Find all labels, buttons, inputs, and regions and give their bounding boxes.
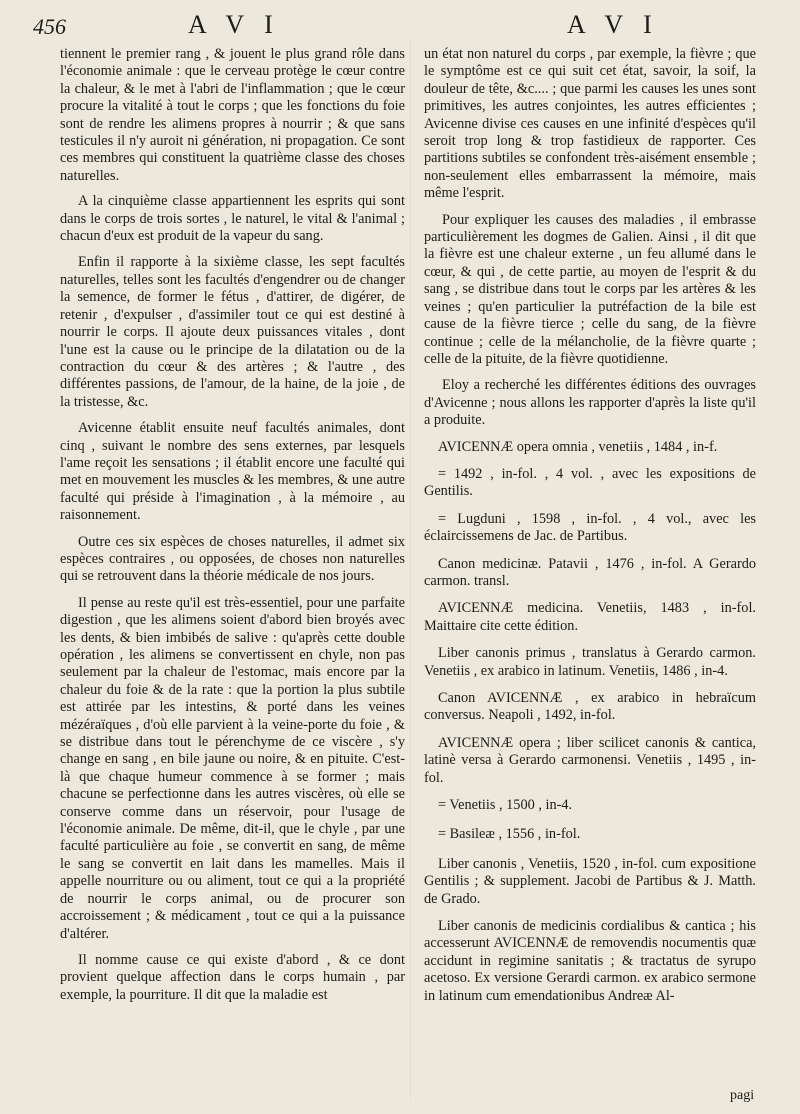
right-column — [424, 46, 756, 1015]
paragraph: tiennent le premier rang , & jouent le plus grand rôle dans l'économie animale : que le cerveau protège le cœur contre la chaleur, & le met à l'abri de l'inflammation ; que le cœur procure la vitalité à tout le corps ; que les fonctions du foie sont de rendre les alimens propres à nourrir ; & que sans testicules il n'y auroit ni génération, ni propagation. Ce sont ces membres qui constituent la quatrième classe des choses naturelles. — [60, 46, 405, 184]
edition-entry: Canon AVICENNÆ , ex arabico in hebraïcum conversus. Neapoli , 1492, in-fol. — [424, 690, 756, 724]
edition-entry: = Venetiis , 1500 , in-4. — [438, 797, 573, 814]
edition-entry: AVICENNÆ opera ; liber scilicet canonis & cantica, latinè versa à Gerardo carmonensi. Venetiis , 1495 , in-fol. — [424, 734, 756, 786]
paragraph: Pour expliquer les causes des maladies , il embrasse particulièrement les dogmes de Galien. Ainsi , il dit que la fièvre est une chaleur externe , un feu allumé dans le cœur, & qui , de cette partie, au moyen de l'esprit & du sang , se distribue dans tout le corps par les artères & les veines ; qu'en particulier la putréfaction de la bile est cause de la fièvre tierce ; celle du sang, de la fièvre continue ; celle de la mélancholie, de la fièvre quarte ; celle de la pituite, de la fièvre quotidienne. — [424, 211, 756, 367]
left-column — [60, 46, 405, 1013]
page-number: 456 — [33, 14, 66, 39]
edition-entry: = Basileæ , 1556 , in-fol. — [438, 826, 581, 843]
catchword: pagi — [730, 1088, 755, 1103]
paragraph: Avicenne établit ensuite neuf facultés animales, dont cinq , suivant le nombre des sens externes, par lesquels l'ame reçoit les sensations ; il établit encore une faculté qui met en mouvement les muscles & les membres, & une autre faculté qui préside à l'imagination , à la mémoire , au raisonnement. — [60, 420, 405, 524]
paragraph: A la cinquième classe appartiennent les esprits qui sont dans le corps de trois sortes , le naturel, le vital & l'animal ; chacun d'eux est produit de la vapeur du sang. — [60, 193, 405, 245]
paragraph: Outre ces six espèces de choses naturelles, il admet six espèces contraires , ou opposées, de choses non naturelles qui se retrouvent dans la théorie médicale de nos jours. — [60, 533, 405, 585]
paragraph: Il nomme cause ce qui existe d'abord , & ce dont provient quelque affection dans le corps humain , par exemple, la pourriture. Il dit que la maladie est — [60, 951, 405, 1003]
edition-entry: AVICENNÆ opera omnia , venetiis , 1484 , in-f. — [438, 438, 718, 455]
edition-entry: Canon medicinæ. Patavii , 1476 , in-fol. A Gerardo carmon. transl. — [424, 555, 756, 589]
paragraph: un état non naturel du corps , par exemple, la fièvre ; que le symptôme est ce qui suit cet état, savoir, la soif, la douleur de tête, &c.... ; que parmi les causes les unes sont primitives, les autres conjointes, les autres efficientes ; Avicenne divise ces causes en une infinité d'espèces qu'il seroit trop long & trop fastidieux de rapporter. Ces partitions subtiles se confondent très-aisément ensemble ; non-seulement elles embarrassent la mémoire, mais même l'esprit. — [424, 46, 756, 202]
edition-entry: Liber canonis de medicinis cordialibus & cantica ; his accesserunt AVICENNÆ de removendis nocumentis quæ accidunt in regimine sanitatis ; & tractatus de syrupo acetoso. Ex versione Gerardi carmon. ex arabico sermone in latinum cum emendationibus Andreæ Al- — [424, 918, 756, 1004]
paragraph: Il pense au reste qu'il est très-essentiel, pour une parfaite digestion , que les alimens soient d'abord bien broyés avec les dents, & bien imbibés de salive : qu'après cette double opération , les alimens se convertissent en chyle, non pas seulement par la chaleur de l'estomac, mais encore par la chaleur du foie & de la rate : que la portion la plus subtile est attirée par les intestins, & porté dans les veines mézéraïques , d'où elle parvient à la veine-porte du foie , & se distribue dans tout le pérenchyme de ce viscère , s'y change en sang , en bile jaune ou noire, & en pituite. C'est-là que chaque humeur commence à se former ; mais chacune se perfectionne dans les autres viscères, où elle se conserve comme dans un réservoir, pour l'usage de l'économie animale. De même, dit-il, que le chyle , par une faculté particulière au foie , se convertit en sang, de même le sang se convertit en lait dans les mamelles. Mais il appelle nourriture ou ou aliment, tout ce qui a la propriété de nourrir le corps animal, ou de procurer son accroissement ; & médicament , tout ce qui a la puissance d'altérer. — [60, 594, 405, 942]
paragraph: Enfin il rapporte à la sixième classe, les sept facultés naturelles, telles sont les facultés d'engendrer ou de changer la semence, de former le fétus , d'attirer, de digérer, de retenir , d'expulser , d'assimiler tout ce qui est destiné à nourrir le corps. Il ajoute deux puissances vitales , dont l'une est la cause ou le principe de la dilatation ou de la contraction du cœur & des artères ; & l'autre , des différentes passions, de l'amour, de la haine, de la joie , de la tristesse, &c. — [60, 254, 405, 410]
edition-entry: = Lugduni , 1598 , in-fol. , 4 vol., avec les éclaircissemens de Jac. de Partibus. — [424, 510, 756, 545]
edition-entry: Liber canonis , Venetiis, 1520 , in-fol. cum expositione Gentilis ; & supplement. Jacobi de Partibus & J. Matth. de Grado. — [424, 855, 756, 907]
paragraph: Eloy a recherché les différentes éditions des ouvrages d'Avicenne ; nous allons les rapporter d'après la liste qu'il a produite. — [424, 377, 756, 429]
edition-entry: AVICENNÆ medicina. Venetiis, 1483 , in-fol. Maittaire cite cette édition. — [424, 600, 756, 634]
edition-entry: Liber canonis primus , translatus à Gerardo carmon. Venetiis , ex arabico in latinum. Venetiis, 1486 , in-4. — [424, 645, 756, 679]
gutter-shadow — [410, 40, 411, 1100]
running-head-left: A V I — [188, 10, 280, 39]
running-head-right: A V I — [567, 10, 659, 39]
edition-entry: = 1492 , in-fol. , 4 vol. , avec les expositions de Gentilis. — [424, 465, 756, 500]
